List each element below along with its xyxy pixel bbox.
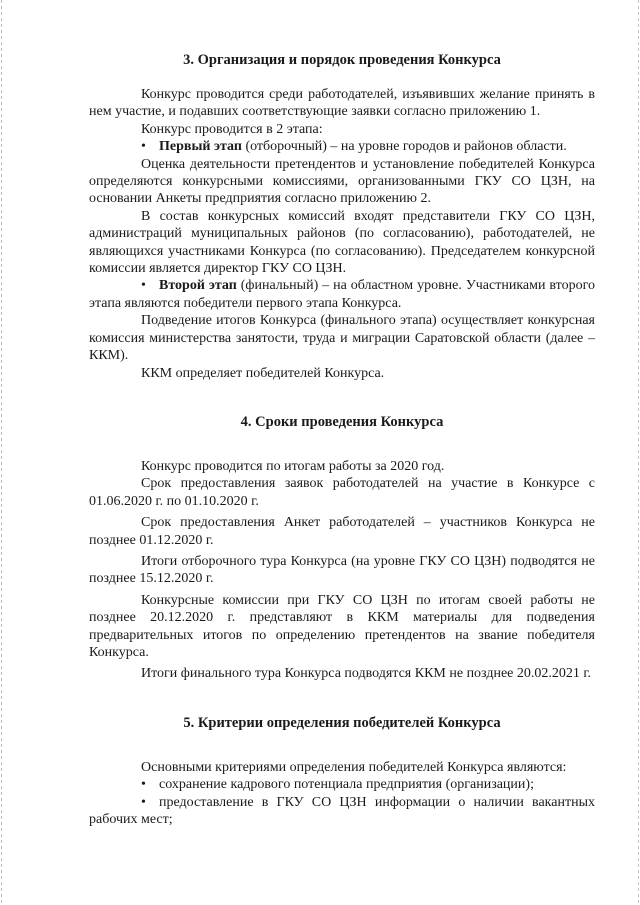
section-5-bullet-2 [89,794,595,829]
section-4-paragraph-1: Конкурс проводится по итогам работы за 2020 год. [141,458,445,474]
bullet-icon: • [141,794,146,810]
scan-edge-left [1,0,2,905]
section-4-paragraph-3: Срок предоставления Анкет работодателей – участников Конкурса не позднее 01.12.2020 г. [89,515,595,548]
document-page [89,50,595,828]
section-3-paragraph-5: Подведение итогов Конкурса (финального этапа) осуществляет конкурсная комиссия министерства занятости, труда и миграции Саратовской области (далее – ККМ). [89,313,595,364]
stage-1-title: Первый этап [159,139,242,155]
section-4-paragraph-2: Срок предоставления заявок работодателей на участие в Конкурсе с 01.06.2020 г. по 01.10.2020 г. [89,476,595,509]
stage-1-text: (отборочный) – на уровне городов и районов области. [241,139,567,155]
section-4-paragraph-4: Итоги отборочного тура Конкурса (на уровне ГКУ СО ЦЗН) подводятся не позднее 15.12.2020 г. [89,553,595,587]
section-3-paragraph-1: Конкурс проводится среди работодателей, изъявивших желание принять в нем участие, и подавших соответствующие заявки согласно приложению 1. [89,87,595,120]
section-5-heading: 5. Критерии определения победителей Конкурса [183,714,501,731]
section-5-paragraph-1: Основными критериями определения победителей Конкурса являются: [141,759,567,775]
criterion-2-text: предоставление в ГКУ СО ЦЗН информации о наличии вакантных рабочих мест; [89,794,595,827]
scan-edge-right [638,0,639,905]
section-3-paragraph-6: ККМ определяет победителей Конкурса. [141,365,385,381]
section-4-heading: 4. Сроки проведения Конкурса [240,413,444,430]
section-3-paragraph-2: Конкурс проводится в 2 этапа: [141,121,323,137]
bullet-icon: • [141,278,146,294]
section-3-paragraph-3: Оценка деятельности претендентов и установление победителей Конкурса определяются конкурсными комиссиями, организованными ГКУ СО ЦЗН, на основании Анкеты предприятия согласно приложению 2. [89,156,595,207]
section-3-bullet-1 [89,138,595,155]
section-5-bullet-1 [89,776,595,793]
section-3-bullet-2 [89,277,595,312]
criterion-1-text: сохранение кадрового потенциала предприятия (организации); [159,777,534,793]
stage-2-text: (финальный) – на областном уровне. Участниками второго этапа являются победители первого этапа Конкурса. [89,278,595,311]
section-4-paragraph-6: Итоги финального тура Конкурса подводятся ККМ не позднее 20.02.2021 г. [141,666,592,682]
stage-2-title: Второй этап [159,278,237,294]
section-3-heading: 3. Организация и порядок проведения Конкурса [183,52,501,68]
bullet-icon: • [141,139,146,155]
section-4-paragraph-5: Конкурсные комиссии при ГКУ СО ЦЗН по итогам своей работы не позднее 20.12.2020 г. представляют в ККМ материалы для подведения предварительных итогов по определению претендентов на звание победителя Конкурса. [89,592,595,660]
bullet-icon: • [141,777,146,793]
section-3-paragraph-4: В состав конкурсных комиссий входят представители ГКУ СО ЦЗН, администраций муниципальных районов (по согласованию), работодателей, не являющихся участниками Конкурса (по согласованию). Председателем конкурсной комиссии является директор ГКУ СО ЦЗН. [89,208,595,277]
